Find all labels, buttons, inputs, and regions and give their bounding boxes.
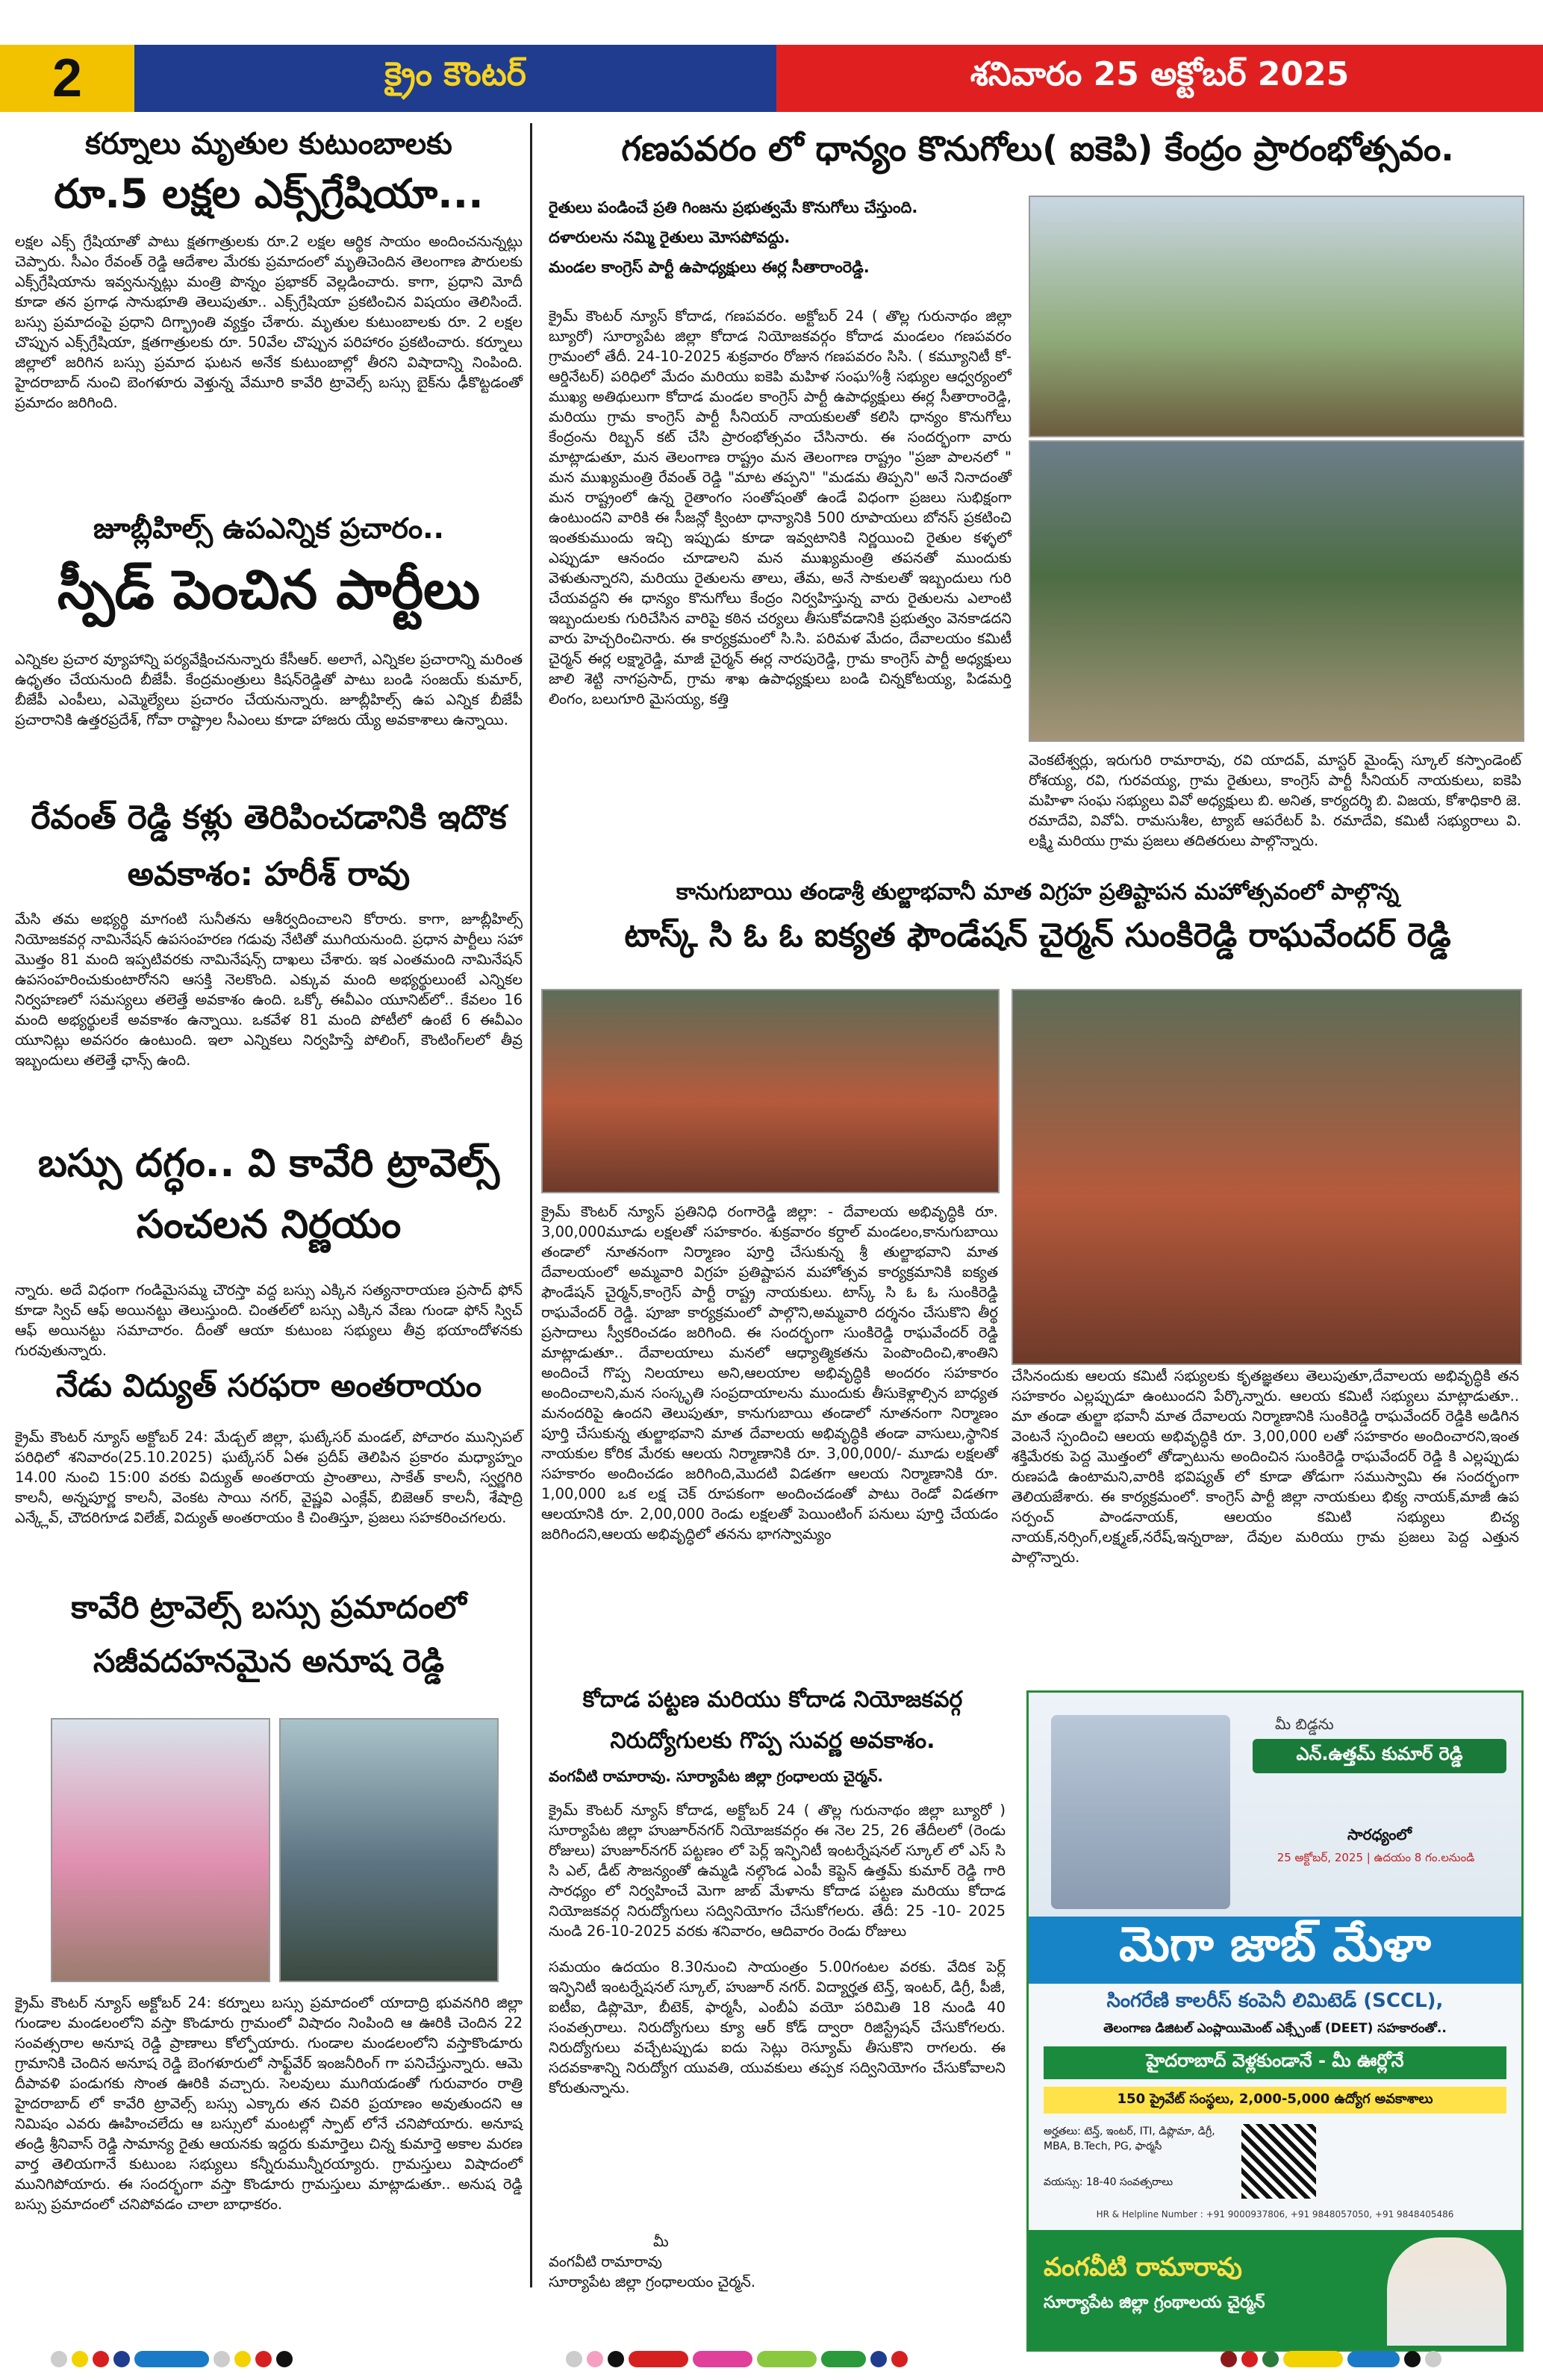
- ad-qr-code: [1241, 2124, 1316, 2199]
- a4-body: న్నారు. అదే విధంగా గండిమైసమ్మ చౌరస్తా వద్ద బస్సు ఎక్కిన సత్యనారాయణ ప్రసాద్ ఫోన్ కూడా స్విచ్ ఆఫ్ అయినట్టు తెలుస్తుంది. చింతల్‌లో బస్సు ఎక్కిన వేణు గుండా ఫోన్ స్విచ్ ఆఫ్ అయినట్టు సమాచారం. దీంతో ఆయా కుటుంబ సభ్యులు తీవ్ర భయాందోళనకు గురవుతున్నారు.: [15, 1281, 523, 1359]
- strip-dot: [1241, 2351, 1258, 2367]
- b1-headline: గణపవరం లో ధాన్యం కొనుగోలు( ఐకెపి) కేంద్రం ప్రారంభోత్సవం.: [621, 128, 1454, 169]
- paper-title: క్రైం కౌంటర్: [134, 45, 776, 112]
- anusha-photo-1: [51, 1718, 270, 1982]
- strip-dot: [870, 2351, 887, 2367]
- ad-designation: సూర్యాపేట జిల్లా గ్రంథాలయ చైర్మన్: [1044, 2293, 1265, 2312]
- temple-photo-2: [1011, 989, 1522, 1365]
- b3-body: క్రైమ్ కౌంటర్ న్యూస్ కోదాడ, అక్టోబర్ 24 ( తొల్ల గురునాథం జిల్లా బ్యూరో ) సూర్యాపేట జిల్లా హుజూర్‌నగర్ నియోజకవర్గం ఈ నెల 25, 26 తేదీలలో (రెండు రోజులు) హుజూర్‌నగర్ పట్టణం లో పెర్ల్ ఇన్ఫినిటీ ఇంటర్నేషనల్ స్కూల్ లో ఎస్ సి సి ఎల్, డీట్ సౌజన్యంతో ఉమ్మడి నల్గొండ ఎంపీ కెప్టెన్ ఉత్తమ్ కుమార్ రెడ్డి గారి సారధ్యం లో నిర్వహించే మెగా జాబ్ మేళాను కోదాడ పట్టణ మరియు కోదాడ నియోజకవర్గ నిరుద్యోగులు సద్వినియోగం చేసుకోగలరు. తేదీ: 25 -10- 2025 నుండి 26-10-2025 వరకు శనివారం, ఆదివారం రెండు రోజులు: [549, 1802, 1006, 1940]
- strip-dot: [1221, 2351, 1237, 2367]
- strip-dot: [566, 2351, 582, 2367]
- strip-bar: [134, 2351, 209, 2367]
- paddy-photo-2: [1029, 440, 1524, 742]
- b1-lead-2: దళారులను నమ్మి రైతులు మోసపోవద్దు.: [549, 228, 791, 246]
- strip-bar: [629, 2351, 688, 2367]
- ad-age: వయస్సు: 18-40 సంవత్సరాలు: [1044, 2176, 1173, 2188]
- b2-kicker: కానుగుబాయి తండాశ్రీ తుల్జాభవానీ మాత విగ్రహ ప్రతిష్టాపన మహోత్సవంలో పాల్గొన్న: [676, 879, 1400, 905]
- ad-helpline: HR & Helpline Number : +91 9000937806, +91 9848057050, +91 9848405486: [1096, 2209, 1454, 2220]
- ad-quals: అర్హతలు: టెన్త్, ఇంటర్, ITI, డిప్లొమా, డిగ్రీ, MBA, B.Tech, PG, ఫార్మసీ: [1044, 2126, 1215, 2152]
- ad-leaders-photo: [1051, 1715, 1230, 1909]
- a1-headline: రూ.5 లక్షల ఎక్స్‌గ్రేషియా...: [54, 170, 484, 217]
- ad-date: 25 అక్టోబర్, 2025 | ఉదయం 8 గం.లనుండి: [1277, 1851, 1475, 1864]
- strip-dot: [113, 2351, 130, 2367]
- ad-banner-top: [1029, 1693, 1521, 1917]
- a5-body: క్రైమ్ కౌంటర్ న్యూస్ అక్టోబర్ 24: మేడ్చల్ జిల్లా, ఘట్కేసర్ మండల్, పోచారం మున్సిపల్ పరిధిలో శనివారం(25.10.2025) ఘట్కేసర్ ఏఈ ప్రదీప్ తెలిపిన ప్రకారం మధ్యాహ్నం 14.00 నుంచి 15:00 వరకు విద్యుత్ అంతరాయ ప్రాంతాలు, సాకేత్ కాలనీ, స్వర్ణగిరి కాలనీ, అన్నపూర్ణ కాలనీ, వెంకట సాయి నగర్, వైష్ణవి ఎంక్లేవ్, బిజెఆర్ కాలనీ, శేషాద్రి ఎన్క్లేవ్, చౌదరిగూడ విలేజ్, విద్యుత్ అంతరాయం కి చింతిస్తూ, ప్రజలు సహకరించగలరు.: [15, 1428, 523, 1526]
- b1-lead-1: రైతులు పండించే ప్రతి గింజను ప్రభుత్వమే కొనుగోలు చేస్తుంది.: [549, 199, 918, 216]
- strip-dot: [608, 2351, 624, 2367]
- ad-person: వంగవీటి రామారావు: [1044, 2252, 1242, 2282]
- footer-strip-left: [51, 2351, 293, 2367]
- mega-job-mela-ad: [1026, 1690, 1524, 2352]
- b3-signature: [549, 2231, 1011, 2292]
- sign-line-1: మీ: [653, 2233, 669, 2250]
- strip-dot: [255, 2351, 272, 2367]
- strip-dot: [1404, 2351, 1421, 2367]
- ad-company: సింగరేణి కాలరీస్ కంపెనీ లిమిటెడ్ (SCCL),: [1106, 1990, 1444, 2012]
- b2-headline: టాస్క్ సి ఓ ఓ ఐక్యత ఫౌండేషన్ చైర్మన్ సుంకిరెడ్డి రాఘవేందర్ రెడ్డి: [624, 916, 1451, 955]
- ad-partner: తెలంగాణ డిజిటల్ ఎంప్లాయిమెంట్ ఎక్స్చేంజ్ (DEET) సహకారంతో..: [1103, 2021, 1447, 2036]
- strip-dot: [587, 2351, 603, 2367]
- column-divider: [530, 123, 532, 2287]
- strip-dot: [891, 2351, 908, 2367]
- ad-slogan: హైదరాబాద్ వెళ్లకుండానే - మీ ఊర్లోనే: [1044, 2046, 1506, 2079]
- b2-body: క్రైమ్ కౌంటర్ న్యూస్ ప్రతినిధి రంగారెడ్డి జిల్లా: - దేవాలయ అభివృద్ధికి రూ. 3,00,000మూడు లక్షలతో సహకారం. శుక్రవారం కర్దాల్ మండలం,కానుగుబాయి తండాలో నూతనంగా నిర్మాణం పూర్తి చేసుకున్న శ్రీ తుల్జాభవాని మాత దేవాలయంలో అమ్మవారి విగ్రహ ప్రతిష్టాపన మహోత్సవ కార్యక్రమానికి ఐక్యత ఫౌండేషన్ చైర్మన్,కాంగ్రెస్ పార్టీ రాష్ట్ర నాయకులు. టాస్క్ సి ఓ ఓ సుంకిరెడ్డి రాఘవేందర్ రెడ్డి. పూజా కార్యక్రమంలో పాల్గొని,అమ్మవారి దర్శనం చేసుకొని తీర్థ ప్రసాదాలు స్వీకరించడం జరిగింది. ఈ సందర్భంగా సుంకిరెడ్డి రాఘవేందర్ రెడ్డి మాట్లాడుతూ.. దేవాలయాలు మనలో ఆధ్యాత్మికతను పెంపొందించి,శాంతిని అందించే గొప్ప నిలయాలు అని,ఆలయాల అభివృద్ధికి అందరం సహకారం అందించాలని,మన సంస్కృతి సంప్రదాయాలను ముందుకు తీసుకెళ్లాల్సిన బాధ్యత మనందరిపై ఉందని తెలుపుతూ, కానుగుబాయి తండాలో నూతనంగా నిర్మాణం పూర్తి చేసుకున్న తుల్జాభవాని మాత దేవాలయ అభివృద్ధికి తండా వాసులు,స్థానిక నాయకుల కోరిక మేరకు ఆలయ నిర్మాణానికి రూ. 3,00,000/- మూడు లక్షలతో సహకారం అందించడం జరిగింది,మొదటి విడతగా ఆలయ నిర్మాణానికి రూ. 1,00,000 ఒక లక్ష చెక్ రూపకంగా అందించడంతో పాటు రెండో విడతగా ఆలయానికి రూ. 2,00,000 రెండు లక్షలతో పెయింటింగ్ పనులు పూర్తి చేయడం జరిగిందని,ఆలయ అభివృద్ధిలో తనను భాగస్వామ్యం: [541, 1203, 998, 1543]
- a2-body: ఎన్నికల ప్రచార వ్యూహాన్ని పర్యవేక్షించనున్నారు కేసీఆర్. అలాగే, ఎన్నికల ప్రచారాన్ని మరింత ఉధృతం చేయనుంది బీజేపీ. కేంద్రమంత్రులు కిషన్‌రెడ్డితో పాటు బండి సంజయ్ కుమార్, బీజేపీ ఎంపీలు, ఎమ్మెల్యేలు ప్రచారం చేయనున్నారు. జూబ్లీహిల్స్ ఉప ఎన్నిక బీజేపీ ప్రచారానికి ఉత్తరప్రదేశ్, గోవా రాష్ట్రాల సీఎంలు కూడా హాజరు య్యే అవకాశాలు ఉన్నాయి.: [15, 651, 523, 728]
- footer-strip-right: [1221, 2351, 1441, 2367]
- a2-kicker: జూబ్లీహిల్స్ ఉపఎన్నిక ప్రచారం..: [93, 512, 444, 545]
- strip-dot: [276, 2351, 293, 2367]
- ad-sub: సారధ్యంలో: [1347, 1825, 1412, 1843]
- ad-person-photo: [1387, 2237, 1506, 2346]
- a3-headline: రేవంత్ రెడ్డి కళ్లు తెరిపించడానికి ఇదొక అవకాశం: హరీశ్ రావు: [31, 799, 507, 893]
- a2-headline: స్పీడ్ పెంచిన పార్టీలు: [57, 558, 481, 621]
- a3-body: మేసి తమ అభ్యర్థి మాగంటి సునీతను ఆశీర్వదించాలని కోరారు. కాగా, జూబ్లీహిల్స్ నియోజకవర్గ నామినేషన్ ఉపసంహరణ గడువు నేటితో ముగియనుంది. ప్రధాన పార్టీలు సహా మొత్తం 81 మంది ఇప్పటివరకు నామినేషన్స్ దాఖలు చేశారు. ఇక ఎంతమంది నామినేషన్ ఉపసంహరించుకుంటారోనని ఆసక్తి నెలకొంది. ఎక్కువ మంది అభ్యర్థులుంటే ఎన్నికల నిర్వహణలో సమస్యలు తలెత్తే అవకాశం ఉంది. ఒక్కో ఈవీఎం యూనిట్‌లో.. కేవలం 16 మంది అభ్యర్థులకే అవకాశం ఉన్నాయి. ఒకవేళ 81 మంది పోటీలో ఉంటే 6 ఈవీఎం యూనిట్లు అవసరం ఉంటుంది. ఇలా ఎన్నికలు నిర్వహిస్తే పోలింగ్, కౌంటింగ్‌లలో తీవ్ర ఇబ్బందులు తలెత్తే ఛాన్స్ ఉంది.: [15, 911, 523, 1069]
- b3-lead: వంగవీటి రామారావు. సూర్యాపేట జిల్లా గ్రంధాలయ చైర్మన్.: [549, 1767, 884, 1785]
- strip-dot: [1262, 2351, 1279, 2367]
- strip-dot: [1425, 2351, 1441, 2367]
- b1-lead-3: మండల కాంగ్రెస్ పార్టీ ఉపాధ్యక్షులు ఈర్ల సీతారాంరెడ్డి.: [549, 258, 870, 276]
- issue-date: శనివారం 25 అక్టోబర్ 2025: [776, 45, 1543, 112]
- a4-headline: బస్సు దగ్ధం.. వి కావేరి ట్రావెల్స్ సంచలన నిర్ణయం: [37, 1141, 500, 1247]
- b3-headline-2: నిరుద్యోగులకు గొప్ప సువర్ణ అవకాశం.: [610, 1728, 935, 1754]
- b1-body: క్రైమ్ కౌంటర్ న్యూస్ కోదాడ, గణపవరం. అక్టోబర్ 24 ( తొల్ల గురునాథం జిల్లా బ్యూరో) సూర్యాపేట జిల్లా కోదాడ నియోజకవర్గం కోదాడ మండలం గణపవరం గ్రామంలో తేదీ. 24-10-2025 శుక్రవారం రోజున గణపవరం సిసి. ( కమ్యూనిటీ కో-ఆర్డినేటర్) పరిధిలో మేదం మరియు ఐకెపి మహిళ సంఘ%శ్రీ సభ్యుల ఆధ్వర్యంలో ముఖ్య అతిథులుగా కోదాడ మండల కాంగ్రెస్ పార్టీ ఉపాధ్యక్షులు ఈర్ల సీతారాంరెడ్డి, మరియు గ్రామ కాంగ్రెస్ పార్టీ సీనియర్ నాయకులతో కలిసి ధాన్యం కొనుగోలు కేంద్రంను రిబ్బన్ కట్ చేసి ప్రారంభోత్సవం చేసినారు. ఈ సందర్భంగా వారు మాట్లాడుతూ, మన తెలంగాణ రాష్ట్రం మన తెలంగాణ రాష్ట్రం "ప్రజా పాలనలో " మన ముఖ్యమంత్రి రేవంత్ రెడ్డి "మాట తప్పని" "మడమ తిప్పని" అనే నినాదంతో మన రాష్ట్రంలో ఉన్న రైతాంగం సంతోషంతో ఉండే విధంగా ప్రజలు సుభిక్షంగా ఉంటుందని వారికి ఈ సీజన్లో క్వింటా ధాన్యానికి 500 రూపాయలు బోనస్ ప్రకటించి ఇంతకుముందు ఇచ్చి ఇప్పుడు కూడా ఇవ్వటానికి నిర్ణయించి రైతుల కళ్ళలో ఎప్పుడూ ఆనందం చూడాలని మన ముఖ్యమంత్రి తపనతో ముందుకు వెళుతున్నారని, మరియు రైతులను తాలు, తేమ, అనే సాకులతో ఇబ్బందులు గురి చేయవద్దని ఈ ధాన్యం కొనుగోలు కేంద్రం నిర్వహిస్తున్న వారు రైతులను ఎలాంటి ఇబ్బందులకు గురిచేసిన వారిపై కఠిన చర్యలు తీసుకోవడానికి ప్రభుత్వం వెనకాడదని వారు హెచ్చరించినారు. ఈ కార్యక్రమంలో సి.సి. పరిమళ మేదం, దేవాలయం కమిటీ చైర్మన్ ఈర్ల లక్ష్మారెడ్డి, మాజీ చైర్మన్ ఈర్ల నారపురెడ్డి, గ్రామ కాంగ్రెస్ పార్టీ అధ్యక్షులు జాలి శెట్టి నాగప్రసాద్, గ్రామ శాఖ ఉపాధ్యక్షులు బండి చిన్నకోటయ్య, పిడమర్తి లింగం, బలుగూరి మైసయ్య, కత్తి: [549, 307, 1011, 708]
- strip-bar: [693, 2351, 752, 2367]
- ad-companies: 150 ప్రైవేట్ సంస్థలు, 2,000-5,000 ఉద్యోగ అవకాశాలు: [1044, 2087, 1506, 2114]
- a6-headline: కావేరి ట్రావెల్స్ బస్సు ప్రమాదంలో సజీవదహనమైన అనూష రెడ్డి: [71, 1589, 467, 1679]
- strip-bar: [1283, 2351, 1343, 2367]
- strip-dot: [234, 2351, 251, 2367]
- strip-dot: [93, 2351, 109, 2367]
- b2-body-continued: చేసినందుకు ఆలయ కమిటీ సభ్యులకు కృతజ్ఞతలు తెలుపుతూ,దేవాలయ అభివృద్ధికి తన సహకారం ఎల్లప్పుడూ ఉంటుందని పేర్కొన్నారు. ఆలయ కమిటీ సభ్యులు మాట్లాడుతూ.. మా తండా తుల్జా భవానీ మాత దేవాలయ నిర్మాణానికి సుంకిరెడ్డి రాఘవేందర్ రెడ్డికి అడిగిన వెంటనే స్పందించి ఆలయ అభివృద్ధికి రూ. 3,00,000 లతో సహకారం అందించారని,ఇంత శక్తిమేరకు పెద్ద మొత్తంలో తోడ్పాటును అందించిన సుంకిరెడ్డి రాఘవేందర్ రెడ్డి కి ఎల్లప్పుడు రుణపడి ఉంటామని,వారికి భవిష్యత్ లో కూడా తోడుగా సముస్వామి ఈ సందర్భంగా తెలియజేశారు. ఈ కార్యక్రమంలో. కాంగ్రెస్ పార్టీ జిల్లా నాయకులు భిక్య నాయక్,మాజీ ఉప సర్పంచ్ పాండనాయక్, ఆలయం కమిటి సభ్యులు బిచ్య నాయక్,నర్సింగ్,లక్ష్మణ్,నరేష్,ఇన్నరాజు, దేవుల మరియు గ్రామ ప్రజలు పెద్ద ఎత్తున పాల్గొన్నారు.: [1011, 1367, 1519, 1566]
- strip-bar: [821, 2351, 866, 2367]
- page-number: 2: [0, 45, 134, 112]
- paddy-photo-1: [1029, 196, 1524, 437]
- b3-body-continued: సమయం ఉదయం 8.30నుంచి సాయంత్రం 5.00గంటల వరకు. వేదిక పెర్ల్ ఇన్ఫినిటీ ఇంటర్నేషనల్ స్కూల్, హుజూర్ నగర్. విద్యార్హత టెన్త్, ఇంటర్, డిగ్రీ, పీజీ, ఐటీఐ, డిప్లొమో, బీటెక్, ఫార్మసీ, ఎంబీఏ వయో పరిమితి 18 నుండి 40 సంవత్సరాలు. నిరుద్యోగులు క్యూ ఆర్ కోడ్ ద్వారా రిజిస్ట్రేషన్ చేసుకోగలరు. నిరుద్యోగులు వచ్చేటప్పుడు ఐదు సెట్లు రెస్యూమ్ తీసుకొని రాగలరు. ఈ సదవకాశాన్ని నిరుద్యోగ యువతి, యువకులు తప్పక సద్వినియోగం చేసుకోవాలని కోరుతున్నాను.: [549, 1958, 1006, 2096]
- a1-kicker: కర్నూలు మృతుల కుటుంబాలకు: [85, 127, 452, 161]
- strip-dot: [51, 2351, 67, 2367]
- temple-photo-1: [541, 989, 1000, 1193]
- sign-line-3: సూర్యాపేట జిల్లా గ్రంధాలయం చైర్మన్.: [549, 2273, 756, 2290]
- strip-dot: [72, 2351, 88, 2367]
- a1-body: లక్షల ఎక్స్ గ్రేషియాతో పాటు క్షతగాత్రులకు రూ.2 లక్షల ఆర్థిక సాయం అందించనున్నట్లు చెప్పారు. సీఎం రేవంత్ రెడ్డి ఆదేశాల మేరకు ప్రమాదంలో మృతిచెందిన తెలంగాణ పౌరులకు ఎక్స్‌గ్రేషియాను ఇవ్వనున్నట్లు మంత్రి పొన్నం ప్రభాకర్ వెల్లడించారు. కాగా, ప్రధాని మోదీ కూడా తన ప్రగాఢ సానుభూతి తెలుపుతూ.. ఎక్స్‌గ్రేషియా ప్రకటించిన విషయం తెలిసిందే. బస్సు ప్రమాదంపై ప్రధాని దిగ్భ్రాంతి వ్యక్తం చేశారు. మృతుల కుటుంబాలకు రూ. 2 లక్షల చొప్పున ఎక్స్‌గ్రేషియా, క్షతగాత్రులకు రూ. 50వేల చొప్పున పరిహారం ప్రకటించారు. కర్నూలు జిల్లాలో జరిగిన బస్సు ప్రమాద ఘటన అనేక కుటుంబాల్లో తీరని విషాదాన్ని నింపింది. హైదరాబాద్ నుంచి బెంగళూరు వెళ్తున్న వేమూరి కావేరి ట్రావెల్స్ బస్సు బైక్‌ను ఢీకొట్టడంతో ప్రమాదం జరిగింది.: [15, 233, 523, 411]
- ad-mega-title: మెగా జాబ్ మేళా: [1029, 1917, 1521, 1984]
- strip-bar: [757, 2351, 817, 2367]
- a6-body: క్రైమ్ కౌంటర్ న్యూస్ అక్టోబర్ 24: కర్నూలు బస్సు ప్రమాదంలో యాదాద్రి భువనగిరి జిల్లా గుండాల మండలంలోని వస్తా కొండూరు గ్రామంలో విషాదం నింపింది ఆ ఊరికి చెందిన 22 సంవత్సరాల అనూష రెడ్డి ప్రాణాలు కోల్పోయారు. గుండాల మండలంలోని వస్తాకొండూరు గ్రామానికి చెందిన అనూష రెడ్డి బెంగళూరులో సాఫ్ట్‌వేర్ ఇంజనీరింగ్ గా పనిచేస్తున్నారు. ఆమె దీపావళి పండుగకు సొంత ఊరికి వచ్చారు. సెలవులు ముగియడంతో గురువారం రాత్రి హైదరాబాద్ లో కావేరి ట్రావెల్స్ బస్సు ఎక్కారు తన చివరి ప్రయాణం అవుతుందని ఆ నిమిషం ఎవరు ఊహించలేదు ఆ బస్సులో మంటల్లో స్పాట్ లోనే చనిపోయారు. అనూష తండ్రి శ్రీనివాస్ రెడ్డి సామాన్య రైతు ఆయనకు ఇద్దరు కుమార్తెలు చిన్న కుమార్తె అకాల మరణ వార్త తెలియగానే కుటుంబ సభ్యులు కన్నీరుమున్నీరయ్యారు. గ్రామస్తులు విషాదంలో మునిగిపోయారు. ఈ సందర్భంగా వస్తా కొండూరు గ్రామస్తులు మాట్లాడుతూ.. అనుష రెడ్డి బస్సు ప్రమాదంలో చనిపోవడం చాలా బాధాకరం.: [15, 1994, 523, 2213]
- footer-strip-center: [566, 2351, 908, 2367]
- ad-minister-name: ఎన్.ఉత్తమ్ కుమార్ రెడ్డి: [1253, 1739, 1506, 1773]
- ad-footer: [1029, 2230, 1521, 2349]
- b3-headline-1: కోదాడ పట్టణ మరియు కోదాడ నియోజకవర్గ: [582, 1687, 963, 1713]
- sign-line-2: వంగవీటి రామారావు: [549, 2253, 662, 2270]
- ad-greeting: మీ బిడ్డను: [1275, 1715, 1334, 1733]
- a5-headline: నేడు విద్యుత్ సరఫరా అంతరాయం: [55, 1367, 482, 1404]
- b1-body-continued: వెంకటేశ్వర్లు, ఇరుగురి రామారావు, రవి యాదవ్, మాస్టర్ మైండ్స్ స్కూల్ కస్పాండెంట్ రోశయ్య, రవి, గురవయ్య, గ్రామ రైతులు, కాంగ్రెస్ పార్టీ సీనియర్ నాయకులు, ఐకెపి మహిళా సంఘ సభ్యులు వివో అధ్యక్షులు బి. అనిత, కార్యదర్శి బి. విజయ, కోశాధికారి జె. రమాదేవి, వివోఏ. రామసుశీల, ట్యాబ్ ఆపరేటర్ పి. రమాదేవి, కమిటీ సభ్యురాలు వి. లక్ష్మి మరియు గ్రామ ప్రజలు తదితరులు పాల్గొన్నారు.: [1029, 752, 1521, 849]
- strip-bar: [1347, 2351, 1400, 2367]
- strip-dot: [213, 2351, 230, 2367]
- b1-leads: [549, 196, 1011, 279]
- anusha-photo-2: [279, 1718, 499, 1982]
